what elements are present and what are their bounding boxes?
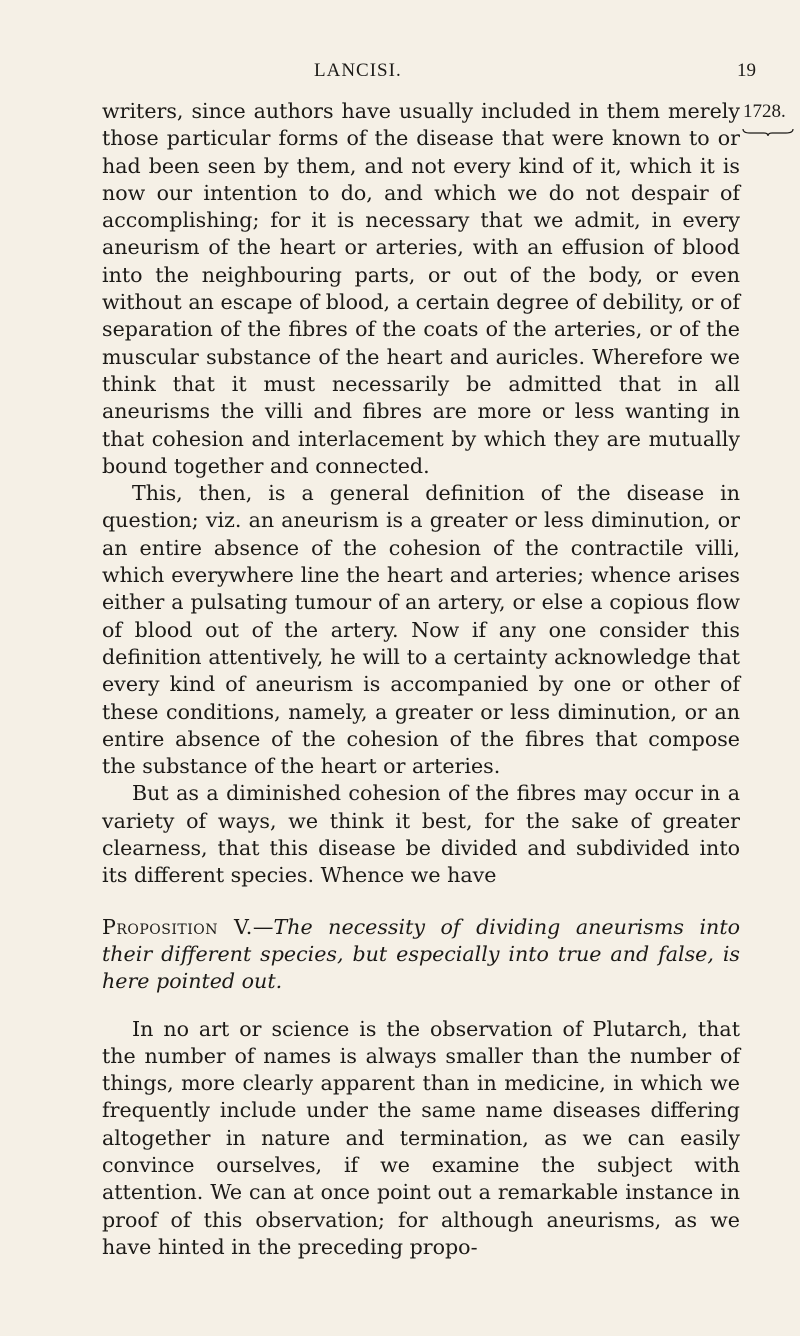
proposition-title: The necessity of dividing aneurisms into their different species, but especially into true and false, is here pointed out. — [102, 914, 740, 994]
proposition-label: Proposition V. — [102, 914, 253, 939]
proposition-heading — [102, 914, 740, 996]
page-header — [0, 60, 800, 90]
margin-year-note: 1728. — [743, 101, 786, 122]
paragraph-1: writers, since authors have usually included in them merely those particular forms of the disease that were known to or had been seen by them, and not every kind of it, which it is now our intention to do, and which we do not despair of accomplishing; for it is necessary that we admit, in every aneurism of the heart or arteries, with an effusion of blood into the neighbouring parts, or out of the body, or even without an escape of blood, a certain degree of debility, or of separation of the fibres of the coats of the arteries, or of the muscular substance of the heart and auricles. Wherefore we think that it must necessarily be admitted that in all aneurisms the villi and fibres are more or less wanting in that cohesion and interlacement by which they are mutually bound together and connected. — [102, 99, 740, 478]
page-number: 19 — [737, 60, 756, 81]
paragraph-3: But as a diminished cohesion of the fibres may occur in a variety of ways, we think it best, for the sake of greater clearness, that this disease be divided and subdivided into its different species. Whence we have — [102, 781, 740, 888]
running-head: LANCISI. — [314, 60, 402, 81]
paragraph-2: This, then, is a general definition of the disease in question; viz. an aneurism is a greater or less diminution, or an entire absence of the cohesion of the contractile villi, which everywhere line the heart and arteries; whence arises either a pulsating tumour of an artery, or else a copious flow of blood out of the artery. Now if any one consider this definition attentively, he will to a certainty acknowledge that every kind of aneurism is accompanied by one or other of these conditions, namely, a greater or less diminution, or an entire absence of the cohesion of the fibres that compose the substance of the heart or arteries. — [102, 481, 740, 779]
paragraph-5: In no art or science is the observation of Plutarch, that the number of names is always smaller than the number of things, more clearly apparent than in medicine, in which we frequently include under the same name diseases differing altogether in nature and termination, as we can easily convince ourselves, if we examine the subject with attention. We can at once point out a remarkable instance in proof of this observation; for although aneurisms, as we have hinted in the preceding propo- — [102, 1016, 740, 1259]
margin-brace-icon — [742, 128, 794, 136]
body-text — [102, 98, 740, 1261]
proposition-dash: — — [252, 914, 274, 939]
